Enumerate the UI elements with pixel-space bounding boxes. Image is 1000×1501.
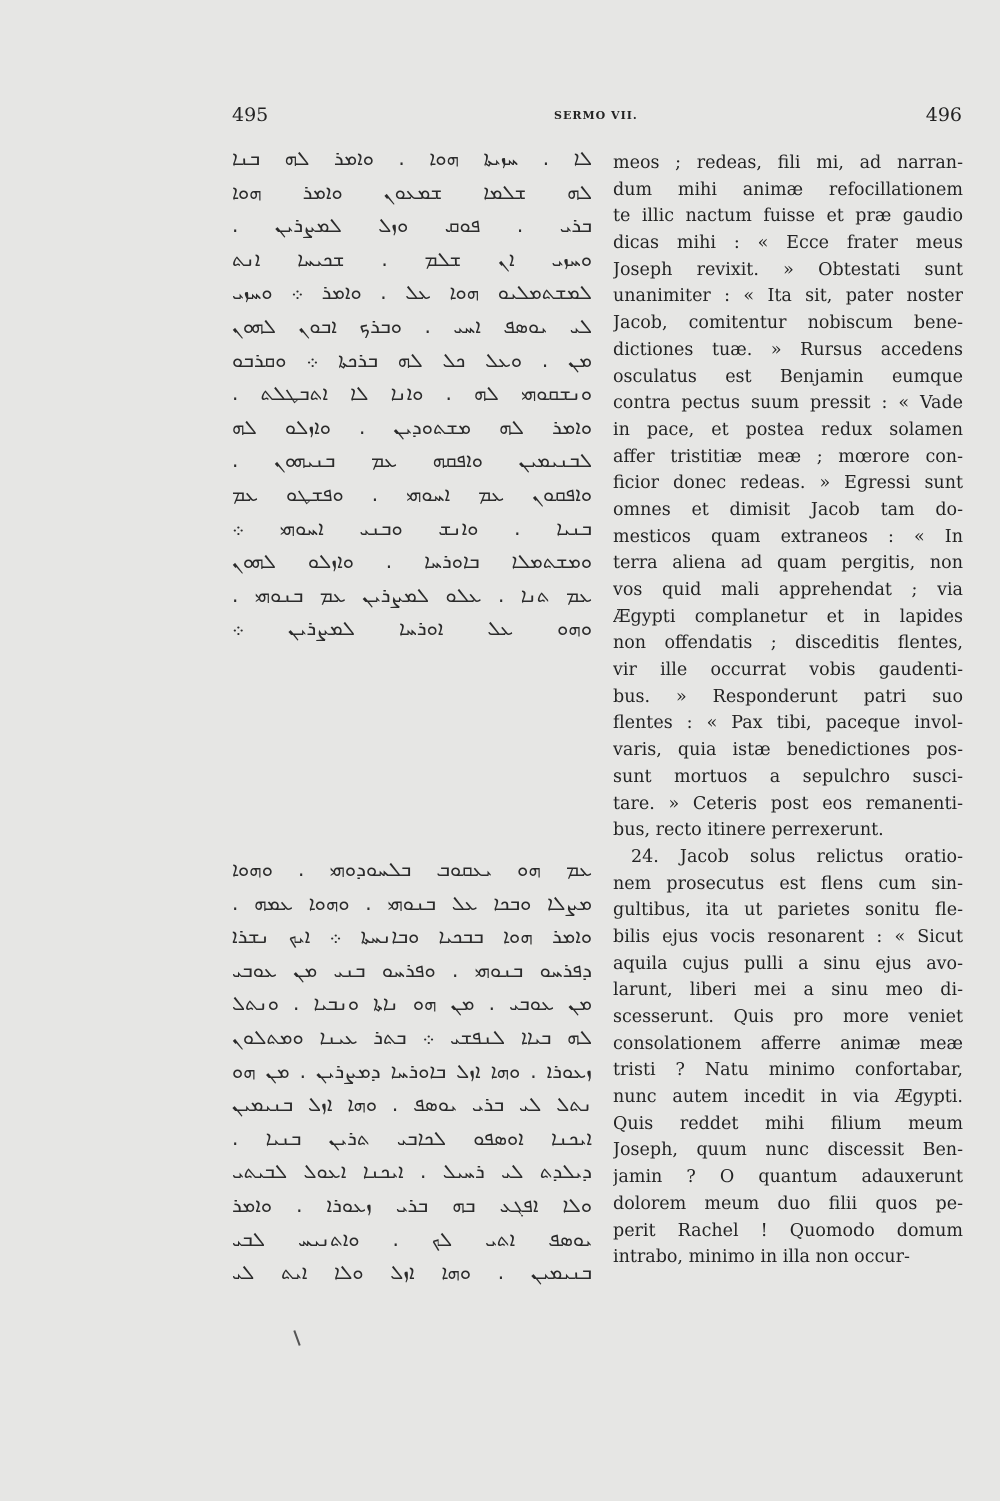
latin-text-line: unanimiter : « Ita sit, pater noster bbox=[613, 286, 963, 307]
page-number-left: 495 bbox=[232, 104, 269, 126]
syriac-text-line: ܡܢ ܥܘܒܝ . ܡܢ ܗܘ ܢܐܬܐ ܘܢܒܝܐ . ܘܢܬܠ bbox=[232, 991, 592, 1016]
latin-text-line: dum mihi animæ refocillationem bbox=[613, 179, 963, 200]
latin-text-line: meos ; redeas, fili mi, ad narran- bbox=[613, 153, 963, 173]
syriac-text-line: ܝܘܣܦ ܐܬܝ ܠܟ . ܘܐܬܢܝܚ ܠܒܝ bbox=[232, 1226, 592, 1251]
latin-text-line: bus, recto itinere perrexerunt. bbox=[613, 820, 884, 841]
latin-text-line: aquila cujus pulli a sinu ejus avo- bbox=[613, 953, 963, 974]
syriac-text-line: ܙܥܘܪܐ . ܘܗܐ ܐܙܠ ܒܐܘܪܚܐ ܕܡܨܪܝܢ . ܡܢ ܗܘ bbox=[232, 1058, 592, 1083]
syriac-text-line: ܠܝ ܝܘܣܦ ܐܚܝ . ܘܒܪܟ ܐܒܘܢ ܠܗܘܢ bbox=[232, 313, 592, 338]
syriac-text-line: ܘܐܦܩܘܢ ܥܡ ܐܚܘܗܝ . ܘܦܫܛܘ ܥܡ bbox=[232, 481, 592, 506]
syriac-column-upper bbox=[232, 142, 592, 646]
latin-text-line: tristi ? Natu minimo confortabar, bbox=[613, 1060, 963, 1081]
syriac-text-line: ܘܢܫܩܘܗܝ ܠܗ . ܘܐܢܐ ܠܐ ܐܬܒܛܠܬ . bbox=[232, 381, 592, 406]
syriac-text-line: ܒܢܝܐ . ܘܐܢܫ ܘܒܢܝ ܐܚܘܗܝ ܀ bbox=[232, 515, 592, 540]
syriac-text-line: ܐܝܟܢܐ ܐܘܣܦܘ ܠܟܐܒܝ ܬܪܝܢ ܒܢܝܐ . bbox=[232, 1125, 592, 1150]
latin-text-line: vos quid mali apprehendat ; via bbox=[613, 580, 963, 600]
syriac-text-line: ܢܬܠ ܠܝ ܒܪܝ ܝܘܣܦ . ܘܗܐ ܐܙܠ ܒܢܝܡܝܢ bbox=[232, 1092, 592, 1117]
latin-column bbox=[613, 150, 963, 1271]
ink-mark bbox=[293, 1330, 300, 1346]
latin-text-line: 24. Jacob solus relictus oratio- bbox=[631, 846, 963, 867]
syriac-text-line: ܥܡ ܬܢܐ . ܥܠܘ ܠܡܨܪܝܢ ܥܡ ܒܢܘܗܝ . bbox=[232, 582, 592, 607]
latin-text-line: affer tristitiæ meæ ; mœrore con- bbox=[613, 446, 963, 467]
latin-text-line: vir ille occurrat vobis gaudenti- bbox=[613, 660, 963, 681]
syriac-text-line: ܕܝܠܕܬ ܠܝ ܪܚܝܠ . ܐܝܟܢܐ ܐܥܘܠ ܠܒܝܬܝ bbox=[232, 1159, 592, 1184]
syriac-text-line: ܥܡ ܗܘ ܝܥܩܘܒ ܒܠܚܘܕܘܗܝ . ܘܗܘܐ bbox=[232, 857, 592, 881]
latin-text-line: contra pectus suum pressit : « Vade bbox=[613, 393, 963, 414]
latin-text-line: sunt mortuos a sepulchro susci- bbox=[613, 766, 963, 787]
latin-text-line: Quis reddet mihi filium meum bbox=[613, 1113, 963, 1134]
syriac-text-line: ܒܪܝ . ܦܘܩ ܘܙܠ ܠܡܨܪܝܢ . bbox=[232, 213, 592, 238]
syriac-text-line: ܘܡܫܬܡܠܐ ܒܐܘܪܚܐ . ܘܐܙܠܘ ܠܗܘܢ bbox=[232, 549, 592, 574]
latin-text-line: Joseph revixit. » Obtestati sunt bbox=[613, 259, 963, 280]
latin-text-line: osculatus est Benjamin eumque bbox=[613, 366, 963, 387]
syriac-text-line: ܠܗ ܫܠܡܐ ܫܡܥܘܢ ܘܐܡܪ ܗܘܐ bbox=[232, 179, 592, 204]
syriac-text-line: ܡܨܠܐ ܘܒܟܐ ܥܠ ܒܢܘܗܝ . ܘܗܘܐ ܥܡܗ . bbox=[232, 890, 592, 915]
syriac-text-line: ܕܦܪܚܘ ܒܢܘܗܝ . ܘܦܪܚܘ ܒܢܝ ܡܢ ܥܘܒܝ bbox=[232, 957, 592, 982]
syriac-text-line: ܘܐܡܪ ܠܗ ܡܫܬܘܕܝܢ . ܘܐܙܠܘ ܠܗ bbox=[232, 414, 592, 439]
latin-text-line: nunc autem incedit in via Ægypti. bbox=[613, 1087, 963, 1108]
latin-text-line: tare. » Ceteris post eos remanenti- bbox=[613, 793, 963, 814]
latin-text-line: omnes et dimisit Jacob tam do- bbox=[613, 499, 963, 520]
latin-text-line: dolorem meum duo filii quos pe- bbox=[613, 1193, 963, 1214]
syriac-column-lower bbox=[232, 853, 592, 1290]
latin-text-line: bus. » Responderunt patri suo bbox=[613, 686, 963, 707]
syriac-text-line: ܠܒܢܝܡܝܢ ܘܐܦܩܗ ܥܡ ܒܢܝܗܘܢ . bbox=[232, 448, 592, 473]
running-title: SERMO VII. bbox=[554, 109, 638, 122]
latin-text-line: Ægypti complanetur et in lapides bbox=[613, 606, 963, 627]
latin-text-line: flentes : « Pax tibi, paceque invol- bbox=[613, 713, 963, 734]
latin-text-line: in pace, et postea redux solamen bbox=[613, 419, 963, 440]
syriac-text-line: ܠܗ ܒܝܐܐ ܠܢܦܫܝ ܀ ܒܬܪ ܥܝܢܐ ܘܡܬܠܘܢ bbox=[232, 1024, 592, 1049]
latin-text-line: gultibus, ita ut parietes sonitu fle- bbox=[613, 900, 963, 921]
latin-text-line: intrabo, minimo in illa non occur- bbox=[613, 1247, 910, 1268]
latin-text-line: Joseph, quum nunc discessit Ben- bbox=[613, 1140, 963, 1161]
latin-text-line: dictiones tuæ. » Rursus accedens bbox=[613, 339, 963, 360]
latin-text-line: Jacob, comitentur nobiscum bene- bbox=[613, 313, 963, 334]
syriac-text-line: ܒܢܝܡܝܢ . ܘܗܐ ܐܙܠ ܘܠܐ ܐܝܬ ܠܝ bbox=[232, 1260, 592, 1285]
latin-text-line: bilis ejus vocis resonarent : « Sicut bbox=[613, 926, 963, 947]
latin-text-line: non offendatis ; disceditis flentes, bbox=[613, 633, 963, 654]
latin-text-line: ficior donec redeas. » Egressi sunt bbox=[613, 473, 963, 494]
latin-text-line: varis, quia istæ benedictiones pos- bbox=[613, 740, 963, 761]
latin-text-line: perit Rachel ! Quomodo domum bbox=[613, 1220, 963, 1241]
latin-text-line: nem prosecutus est flens cum sin- bbox=[613, 873, 963, 894]
latin-text-line: te illic nactum fuisse et præ gaudio bbox=[613, 206, 963, 227]
latin-text-line: mesticos quam extraneos : « In bbox=[613, 526, 963, 547]
syriac-text-line: ܘܠܐ ܐܦܓܥ ܒܗ ܒܪܝ ܙܥܘܪܐ . ܘܐܡܪ bbox=[232, 1192, 592, 1217]
syriac-text-line: ܠܐ . ܚܙܝܬܐ ܗܘܐ . ܘܐܡܪ ܠܗ ܒܢܐ bbox=[232, 146, 592, 170]
syriac-text-line: ܠܡܫܬܡܠܝܘ ܗܘܐ ܥܠ . ܘܐܡܪ ܀ ܘܚܙܝ bbox=[232, 280, 592, 305]
syriac-text-line: ܘܚܙܝ ܐܢ ܫܠܡ . ܫܟܝܚܐ ܐܢܬ bbox=[232, 246, 592, 271]
latin-text-line: scesserunt. Quis pro more veniet bbox=[613, 1007, 963, 1027]
syriac-text-line: ܘܐܡܪ ܗܘܐ ܒܒܟܝܐ ܘܒܐܢܚܬܐ ܀ ܐܝܟ ܢܫܪܐ bbox=[232, 924, 592, 949]
latin-text-line: dicas mihi : « Ecce frater meus bbox=[613, 233, 963, 254]
latin-text-line: larunt, liberi mei a sinu meo di- bbox=[613, 980, 963, 1001]
latin-text-line: consolationem afferre animæ meæ bbox=[613, 1033, 963, 1054]
page-header bbox=[232, 104, 962, 134]
latin-text-line: jamin ? O quantum adauxerunt bbox=[613, 1167, 963, 1188]
syriac-text-line: ܡܢ . ܘܥܠ ܟܠ ܠܗ ܒܪܟܬܐ ܀ ܘܩܪܒܘ bbox=[232, 347, 592, 372]
syriac-text-line: ܘܗܘ ܥܠ ܐܘܪܚܐ ܠܡܨܪܝܢ ܀ bbox=[232, 616, 592, 641]
latin-text-line: terra aliena ad quam pergitis, non bbox=[613, 553, 963, 574]
page-number-right: 496 bbox=[925, 104, 962, 126]
